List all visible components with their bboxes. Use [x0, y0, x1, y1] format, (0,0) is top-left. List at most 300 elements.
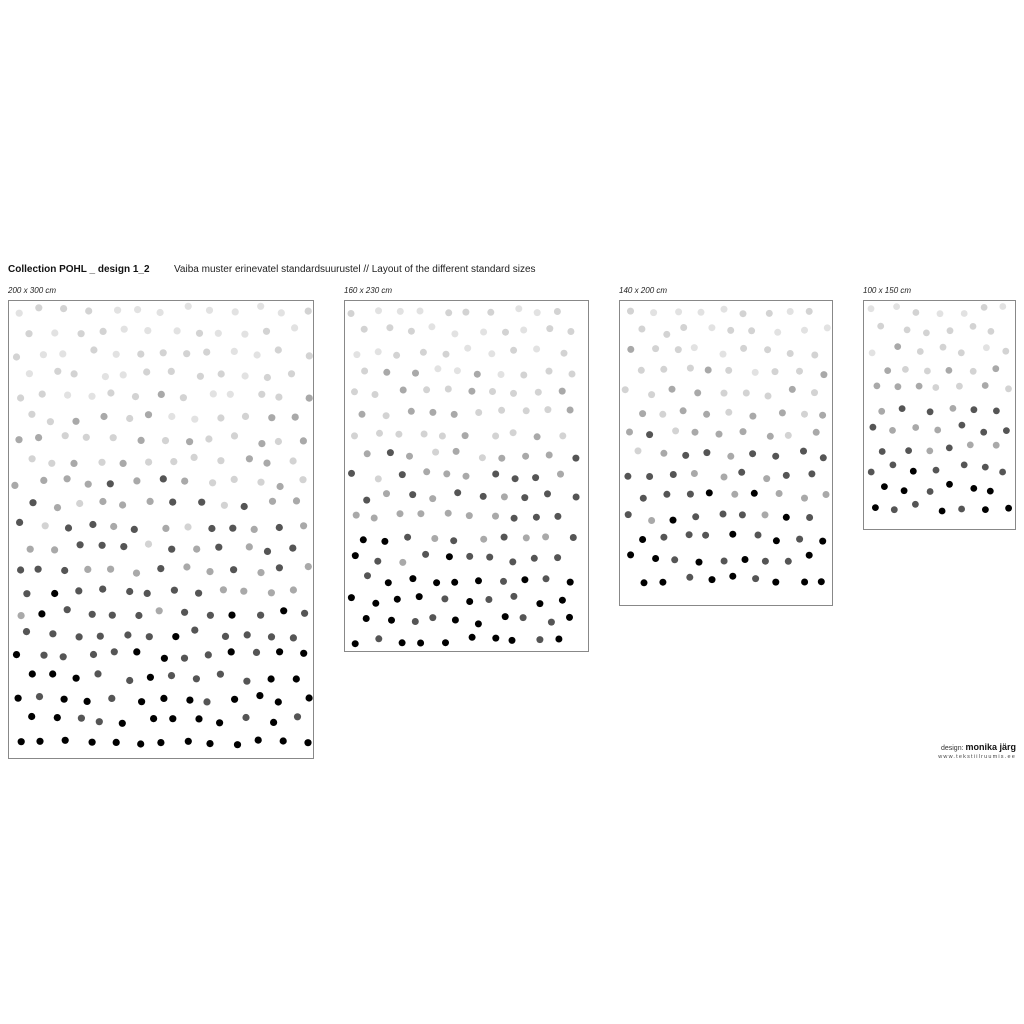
pattern-dot — [54, 504, 61, 511]
pattern-dot — [544, 490, 551, 497]
pattern-dot — [445, 309, 452, 316]
pattern-dot — [818, 578, 825, 585]
pattern-dot — [698, 309, 705, 316]
pattern-dot — [161, 655, 168, 662]
pattern-dot — [126, 588, 133, 595]
pattern-dot — [257, 479, 264, 486]
pattern-dot — [454, 367, 461, 374]
pattern-dot — [193, 546, 200, 553]
pattern-dot — [774, 329, 781, 336]
rug-160x230 — [344, 300, 589, 652]
layout-description: Vaiba muster erinevatel standardsuurustel // Layout of the different standard sizes — [174, 264, 536, 275]
pattern-dot — [439, 433, 446, 440]
pattern-dot — [51, 329, 58, 336]
rug-size-label-200x300: 200 x 300 cm — [8, 286, 57, 295]
pattern-dot — [145, 541, 152, 548]
pattern-dot — [895, 383, 902, 390]
pattern-dot — [752, 575, 759, 582]
pattern-dot — [383, 412, 390, 419]
pattern-dot — [276, 524, 283, 531]
pattern-dot — [217, 414, 224, 421]
pattern-dot — [40, 477, 47, 484]
pattern-dot — [172, 633, 179, 640]
pattern-dot — [772, 368, 779, 375]
pattern-dot — [740, 428, 747, 435]
pattern-dot — [721, 306, 728, 313]
pattern-dot — [364, 450, 371, 457]
pattern-dot — [988, 328, 995, 335]
pattern-dot — [408, 328, 415, 335]
pattern-dot — [686, 574, 693, 581]
pattern-dot — [388, 617, 395, 624]
pattern-dot — [566, 614, 573, 621]
pattern-dot — [215, 544, 222, 551]
pattern-dot — [51, 590, 58, 597]
pattern-dot — [241, 503, 248, 510]
pattern-dot — [905, 447, 912, 454]
pattern-dot — [767, 433, 774, 440]
pattern-dot — [789, 386, 796, 393]
pattern-dot — [819, 412, 826, 419]
pattern-dot — [570, 534, 577, 541]
pattern-dot — [253, 649, 260, 656]
pattern-dot — [749, 413, 756, 420]
pattern-dot — [76, 500, 83, 507]
pattern-dot — [221, 502, 228, 509]
pattern-dot — [686, 531, 693, 538]
pattern-dot — [742, 556, 749, 563]
pattern-dot — [779, 409, 786, 416]
pattern-dot — [301, 610, 308, 617]
pattern-dot — [694, 389, 701, 396]
pattern-dot — [61, 567, 68, 574]
pattern-dot — [42, 522, 49, 529]
pattern-dot — [231, 696, 238, 703]
pattern-dot — [371, 515, 378, 522]
pattern-dot — [958, 506, 965, 513]
pattern-dot — [567, 407, 574, 414]
pattern-dot — [231, 476, 238, 483]
pattern-dot — [429, 495, 436, 502]
pattern-dot — [65, 524, 72, 531]
pattern-dot — [454, 489, 461, 496]
pattern-dot — [210, 390, 217, 397]
pattern-dot — [692, 513, 699, 520]
pattern-dot — [498, 455, 505, 462]
pattern-dot — [939, 508, 946, 515]
pattern-dot — [554, 308, 561, 315]
pattern-dot — [27, 546, 34, 553]
pattern-dot — [512, 475, 519, 482]
pattern-dot — [185, 303, 192, 310]
pattern-dot — [475, 577, 482, 584]
pattern-dot — [264, 374, 271, 381]
pattern-dot — [466, 512, 473, 519]
pattern-dot — [682, 452, 689, 459]
pattern-dot — [536, 600, 543, 607]
pattern-dot — [144, 327, 151, 334]
pattern-dot — [183, 563, 190, 570]
pattern-dot — [363, 497, 370, 504]
pattern-dot — [110, 523, 117, 530]
rug-size-label-140x200: 140 x 200 cm — [619, 286, 668, 295]
pattern-dot — [783, 472, 790, 479]
pattern-dot — [559, 432, 566, 439]
pattern-dot — [133, 648, 140, 655]
pattern-dot — [288, 370, 295, 377]
pattern-dot — [180, 394, 187, 401]
pattern-dot — [520, 327, 527, 334]
pattern-dot — [280, 607, 287, 614]
pattern-dot — [625, 511, 632, 518]
pattern-dot — [622, 386, 629, 393]
pattern-dot — [546, 452, 553, 459]
pattern-dot — [433, 579, 440, 586]
pattern-dot — [872, 504, 879, 511]
pattern-dot — [468, 388, 475, 395]
pattern-dot — [361, 326, 368, 333]
pattern-dot — [999, 469, 1006, 476]
pattern-dot — [1005, 505, 1012, 512]
pattern-dot — [546, 368, 553, 375]
pattern-dot — [992, 365, 999, 372]
pattern-dot — [820, 371, 827, 378]
pattern-dot — [492, 635, 499, 642]
rug-140x200 — [619, 300, 833, 606]
pattern-dot — [982, 382, 989, 389]
pattern-dot — [305, 308, 312, 315]
pattern-dot — [638, 367, 645, 374]
pattern-dot — [959, 422, 966, 429]
pattern-dot — [160, 695, 167, 702]
pattern-dot — [275, 394, 282, 401]
pattern-dot — [474, 371, 481, 378]
pattern-dot — [544, 406, 551, 413]
pattern-dot — [28, 713, 35, 720]
pattern-dot — [639, 410, 646, 417]
pattern-dot — [16, 519, 23, 526]
pattern-dot — [510, 347, 517, 354]
pattern-dot — [748, 327, 755, 334]
pattern-dot — [137, 740, 144, 747]
pattern-dot — [801, 495, 808, 502]
pattern-dot — [967, 442, 974, 449]
pattern-dot — [811, 352, 818, 359]
pattern-dot — [290, 457, 297, 464]
pattern-dot — [88, 393, 95, 400]
pattern-dot — [64, 475, 71, 482]
pattern-dot — [51, 546, 58, 553]
pattern-dot — [451, 579, 458, 586]
pattern-dot — [672, 427, 679, 434]
pattern-dot — [901, 487, 908, 494]
pattern-dot — [290, 634, 297, 641]
pattern-dot — [466, 553, 473, 560]
pattern-dot — [486, 554, 493, 561]
pattern-dot — [120, 543, 127, 550]
pattern-dot — [755, 532, 762, 539]
dot-pattern — [864, 301, 1015, 529]
pattern-dot — [218, 370, 225, 377]
pattern-dot — [705, 367, 712, 374]
pattern-dot — [15, 695, 22, 702]
pattern-dot — [934, 427, 941, 434]
pattern-dot — [409, 575, 416, 582]
pattern-dot — [492, 471, 499, 478]
collection-title: Collection POHL _ design 1_2 — [8, 264, 150, 275]
pattern-dot — [162, 525, 169, 532]
pattern-dot — [429, 409, 436, 416]
pattern-dot — [899, 405, 906, 412]
pattern-dot — [687, 365, 694, 372]
pattern-dot — [360, 536, 367, 543]
pattern-dot — [423, 468, 430, 475]
pattern-dot — [13, 353, 20, 360]
pattern-dot — [554, 554, 561, 561]
pattern-dot — [35, 304, 42, 311]
pattern-dot — [183, 350, 190, 357]
pattern-dot — [64, 392, 71, 399]
pattern-dot — [800, 448, 807, 455]
pattern-dot — [823, 491, 830, 498]
pattern-dot — [452, 617, 459, 624]
pattern-dot — [240, 588, 247, 595]
pattern-dot — [787, 308, 794, 315]
pattern-dot — [409, 491, 416, 498]
pattern-dot — [254, 351, 261, 358]
pattern-dot — [293, 675, 300, 682]
pattern-dot — [361, 368, 368, 375]
pattern-dot — [729, 531, 736, 538]
pattern-dot — [1005, 385, 1012, 392]
rug-200x300 — [8, 300, 314, 759]
pattern-dot — [191, 454, 198, 461]
pattern-dot — [772, 453, 779, 460]
pattern-dot — [38, 610, 45, 617]
pattern-dot — [534, 433, 541, 440]
pattern-dot — [23, 628, 30, 635]
dot-pattern — [9, 301, 313, 758]
pattern-dot — [54, 714, 61, 721]
pattern-dot — [635, 447, 642, 454]
pattern-dot — [421, 431, 428, 438]
pattern-dot — [168, 368, 175, 375]
pattern-dot — [72, 418, 79, 425]
pattern-dot — [466, 598, 473, 605]
pattern-dot — [280, 737, 287, 744]
pattern-dot — [29, 455, 36, 462]
pattern-dot — [397, 308, 404, 315]
pattern-dot — [902, 366, 909, 373]
pattern-dot — [520, 372, 527, 379]
pattern-dot — [64, 606, 71, 613]
pattern-dot — [743, 390, 750, 397]
pattern-dot — [36, 693, 43, 700]
pattern-dot — [432, 449, 439, 456]
pattern-dot — [509, 558, 516, 565]
pattern-dot — [264, 548, 271, 555]
pattern-dot — [206, 568, 213, 575]
pattern-dot — [90, 346, 97, 353]
pattern-dot — [893, 303, 900, 310]
pattern-dot — [983, 344, 990, 351]
pattern-dot — [48, 460, 55, 467]
pattern-dot — [716, 431, 723, 438]
pattern-dot — [874, 383, 881, 390]
pattern-dot — [554, 513, 561, 520]
pattern-dot — [98, 459, 105, 466]
pattern-dot — [646, 431, 653, 438]
rug-size-label-160x230: 160 x 230 cm — [344, 286, 393, 295]
pattern-dot — [970, 485, 977, 492]
pattern-dot — [257, 612, 264, 619]
pattern-dot — [89, 739, 96, 746]
pattern-dot — [217, 671, 224, 678]
pattern-dot — [1002, 348, 1009, 355]
pattern-dot — [90, 651, 97, 658]
pattern-dot — [263, 460, 270, 467]
pattern-dot — [687, 491, 694, 498]
pattern-dot — [961, 310, 968, 317]
pattern-dot — [399, 471, 406, 478]
pattern-dot — [348, 470, 355, 477]
pattern-dot — [54, 368, 61, 375]
pattern-dot — [397, 510, 404, 517]
pattern-dot — [879, 448, 886, 455]
pattern-dot — [559, 597, 566, 604]
pattern-dot — [18, 738, 25, 745]
pattern-dot — [353, 512, 360, 519]
pattern-dot — [501, 534, 508, 541]
pattern-dot — [660, 534, 667, 541]
pattern-dot — [25, 330, 32, 337]
pattern-dot — [113, 739, 120, 746]
pattern-dot — [228, 612, 235, 619]
pattern-dot — [135, 612, 142, 619]
pattern-dot — [776, 490, 783, 497]
pattern-dot — [85, 307, 92, 314]
pattern-dot — [372, 600, 379, 607]
pattern-dot — [772, 579, 779, 586]
pattern-dot — [446, 553, 453, 560]
pattern-dot — [191, 627, 198, 634]
pattern-dot — [203, 349, 210, 356]
pattern-dot — [417, 510, 424, 517]
pattern-dot — [258, 391, 265, 398]
pattern-dot — [924, 368, 931, 375]
pattern-dot — [150, 715, 157, 722]
pattern-dot — [306, 694, 313, 701]
pattern-dot — [785, 558, 792, 565]
pattern-dot — [119, 501, 126, 508]
pattern-dot — [451, 330, 458, 337]
pattern-dot — [567, 579, 574, 586]
pattern-dot — [557, 471, 564, 478]
pattern-dot — [70, 460, 77, 467]
pattern-dot — [383, 369, 390, 376]
pattern-dot — [300, 650, 307, 657]
pattern-dot — [386, 324, 393, 331]
pattern-dot — [956, 383, 963, 390]
pattern-dot — [703, 411, 710, 418]
pattern-dot — [946, 481, 953, 488]
pattern-dot — [268, 589, 275, 596]
pattern-dot — [351, 388, 358, 395]
pattern-dot — [120, 371, 127, 378]
pattern-dot — [521, 576, 528, 583]
pattern-dot — [160, 349, 167, 356]
pattern-dot — [275, 698, 282, 705]
pattern-dot — [498, 371, 505, 378]
pattern-dot — [109, 612, 116, 619]
pattern-dot — [220, 586, 227, 593]
pattern-dot — [195, 590, 202, 597]
pattern-dot — [708, 324, 715, 331]
pattern-dot — [417, 640, 424, 647]
pattern-dot — [209, 479, 216, 486]
pattern-dot — [638, 326, 645, 333]
pattern-dot — [108, 695, 115, 702]
pattern-dot — [244, 631, 251, 638]
pattern-dot — [492, 433, 499, 440]
pattern-dot — [659, 411, 666, 418]
pattern-dot — [246, 455, 253, 462]
pattern-dot — [387, 449, 394, 456]
pattern-dot — [229, 525, 236, 532]
pattern-dot — [11, 482, 18, 489]
pattern-dot — [536, 636, 543, 643]
pattern-dot — [96, 718, 103, 725]
pattern-dot — [255, 737, 262, 744]
pattern-dot — [663, 491, 670, 498]
pattern-dot — [132, 393, 139, 400]
pattern-dot — [445, 386, 452, 393]
pattern-dot — [652, 345, 659, 352]
pattern-dot — [751, 490, 758, 497]
pattern-dot — [671, 556, 678, 563]
pattern-dot — [383, 490, 390, 497]
pattern-dot — [275, 438, 282, 445]
pattern-dot — [738, 469, 745, 476]
pattern-dot — [16, 310, 23, 317]
pattern-dot — [208, 525, 215, 532]
pattern-dot — [650, 309, 657, 316]
pattern-dot — [703, 449, 710, 456]
pattern-dot — [257, 569, 264, 576]
designer-credit — [938, 742, 1016, 760]
pattern-dot — [300, 522, 307, 529]
pattern-dot — [509, 637, 516, 644]
pattern-dot — [691, 470, 698, 477]
pattern-dot — [40, 351, 47, 358]
pattern-dot — [138, 437, 145, 444]
pattern-dot — [363, 615, 370, 622]
pattern-dot — [765, 393, 772, 400]
pattern-dot — [533, 346, 540, 353]
pattern-dot — [294, 713, 301, 720]
pattern-dot — [242, 413, 249, 420]
pattern-dot — [157, 739, 164, 746]
pattern-dot — [485, 596, 492, 603]
pattern-dot — [404, 534, 411, 541]
pattern-dot — [71, 370, 78, 377]
pattern-dot — [89, 611, 96, 618]
pattern-dot — [660, 366, 667, 373]
pattern-dot — [692, 429, 699, 436]
pattern-dot — [624, 473, 631, 480]
pattern-dot — [487, 309, 494, 316]
pattern-dot — [669, 386, 676, 393]
